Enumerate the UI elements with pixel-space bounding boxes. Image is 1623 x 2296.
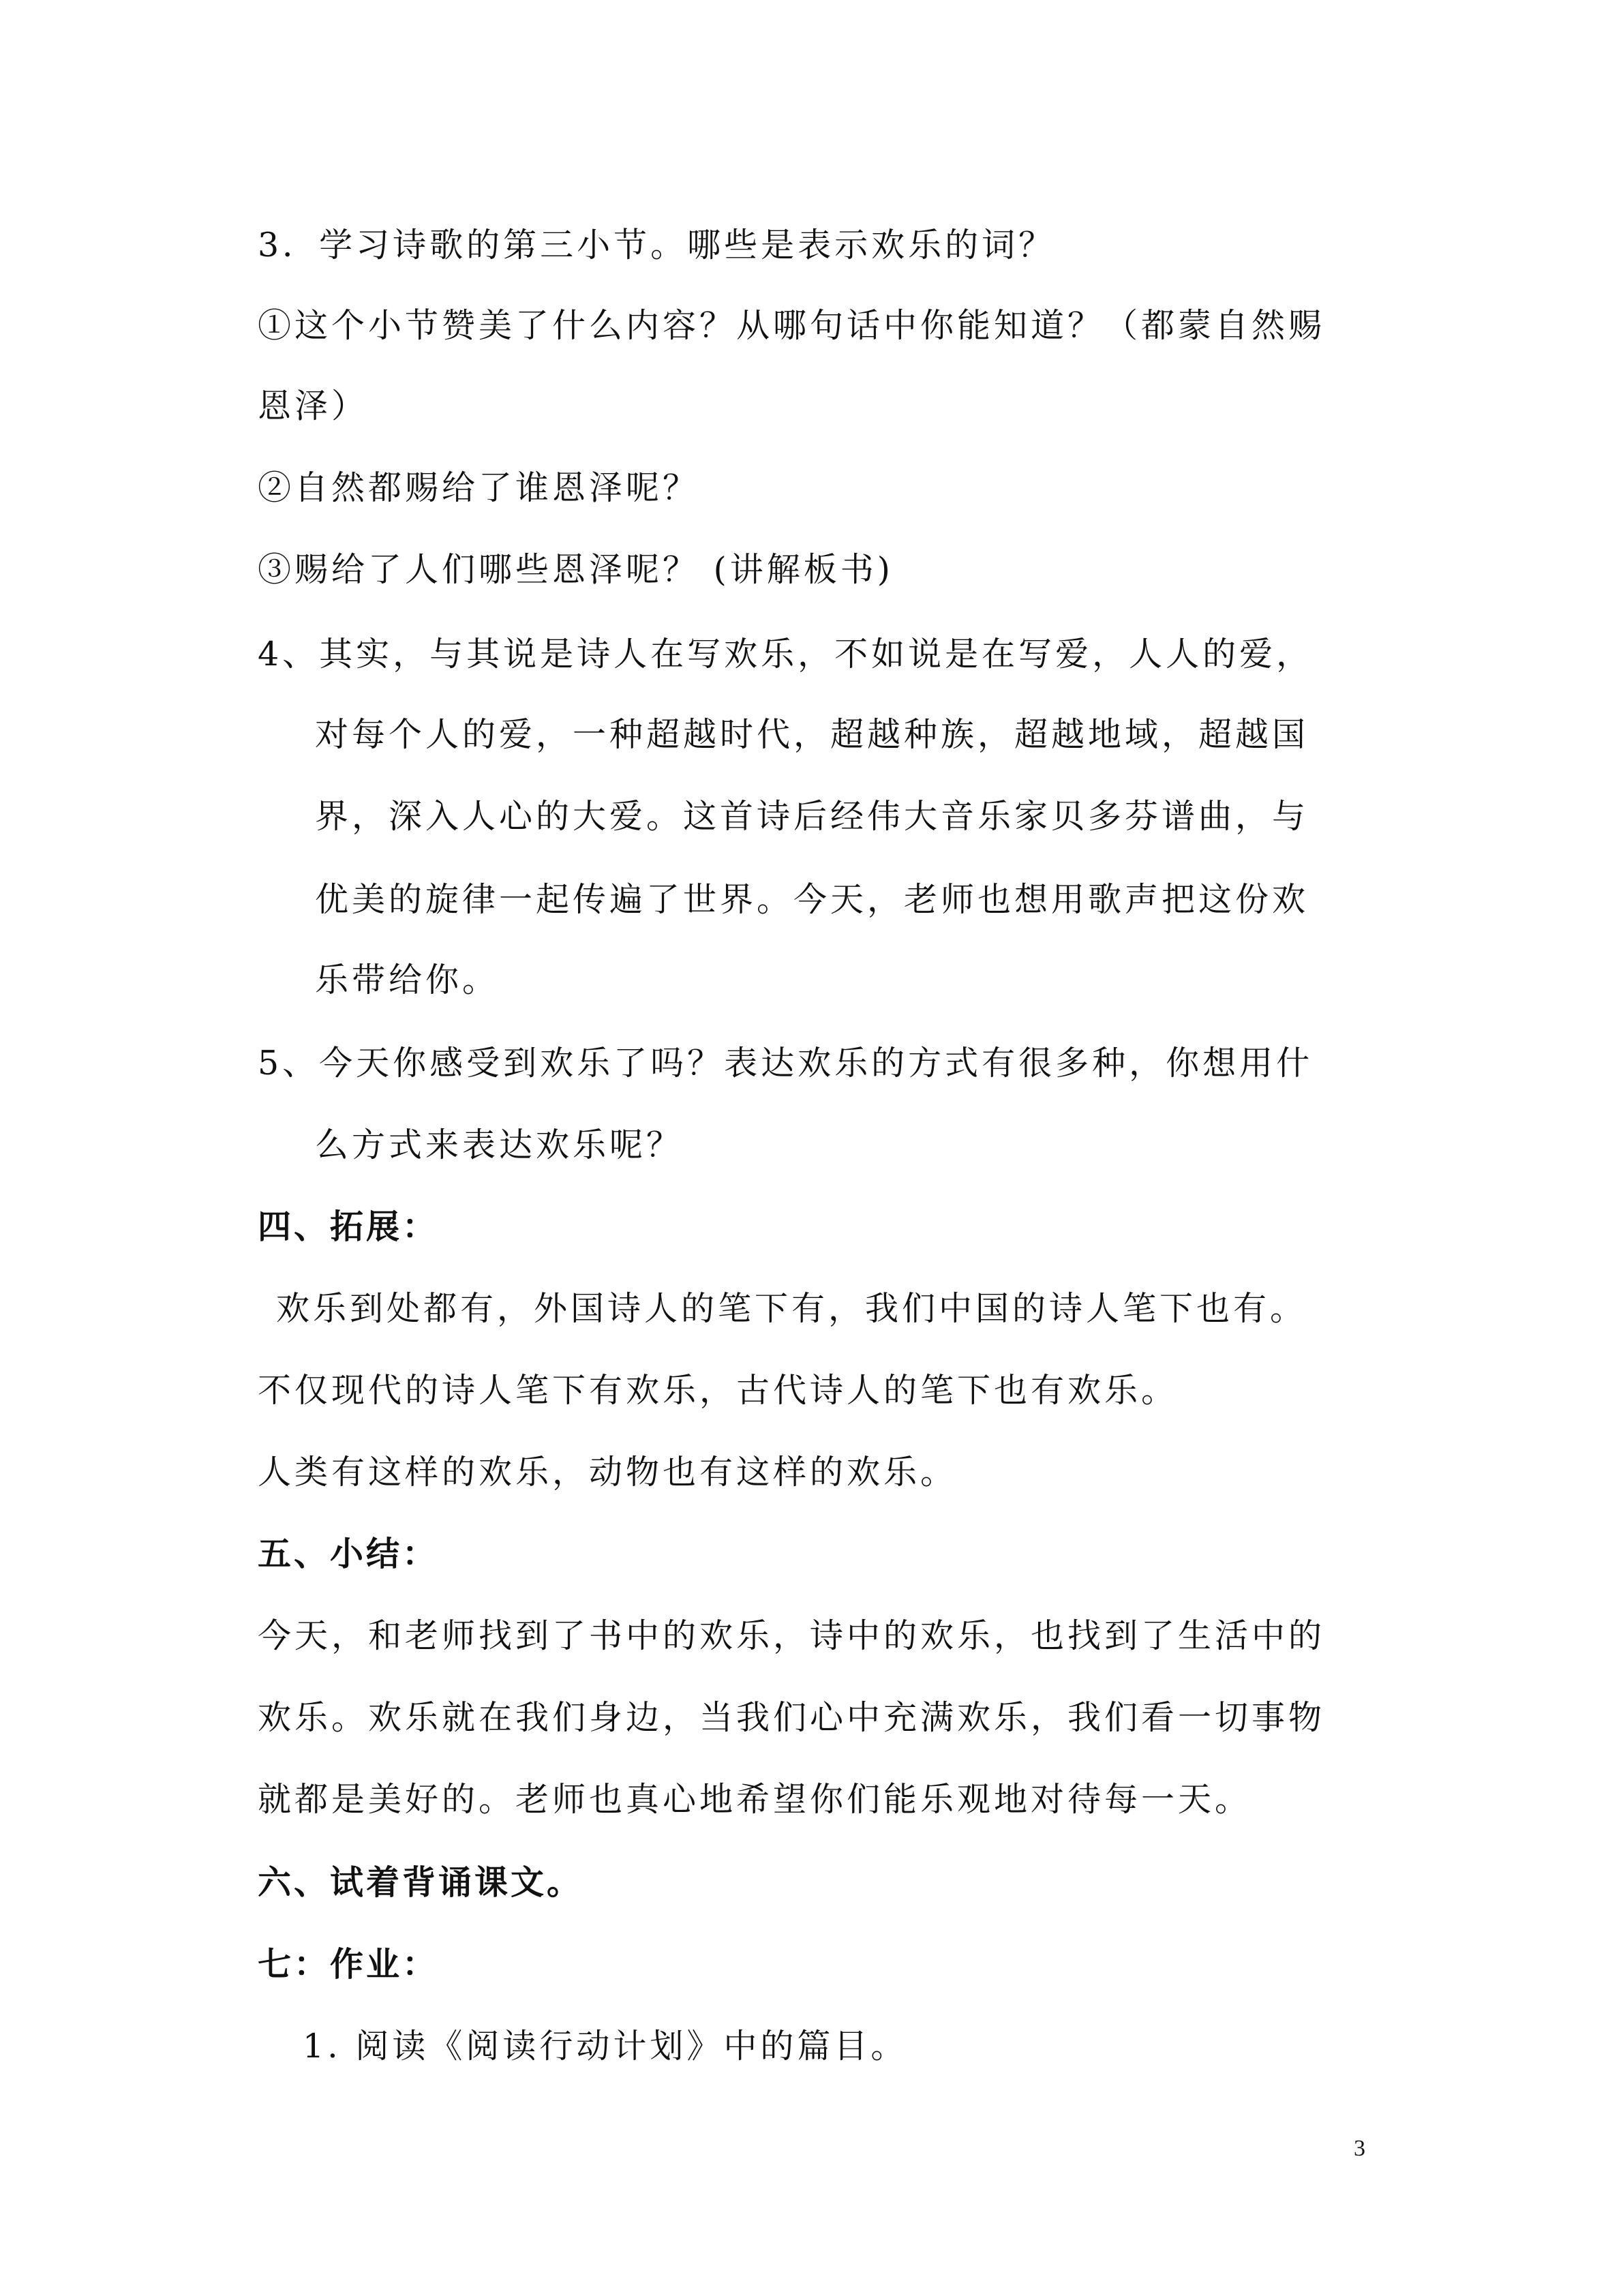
- heading-homework: 七：作业：: [258, 1945, 439, 1984]
- text-line-section4-cont1: 对每个人的爱，一种超越时代，超越种族，超越地域，超越国: [315, 715, 1309, 754]
- text-line-section5-cont: 么方式来表达欢乐呢？: [315, 1126, 684, 1164]
- heading-expansion: 四、拓展：: [258, 1207, 439, 1246]
- heading-summary: 五、小结：: [258, 1535, 439, 1573]
- text-line-section4-cont2: 界，深入人心的大爱。这首诗后经伟大音乐家贝多芬谱曲，与: [315, 797, 1309, 836]
- text-line-section3: 3．学习诗歌的第三小节。哪些是表示欢乐的词？: [258, 226, 1056, 265]
- text-line-section5: 5、今天你感受到欢乐了吗？表达欢乐的方式有很多种，你想用什: [258, 1044, 1314, 1083]
- heading-recite: 六、试着背诵课文。: [258, 1863, 583, 1902]
- text-line-section4-cont3: 优美的旋律一起传遍了世界。今天，老师也想用歌声把这份欢: [315, 880, 1309, 919]
- text-line-question1-cont: 恩泽）: [258, 387, 369, 425]
- text-line-question2: ②自然都赐给了谁恩泽呢？: [258, 468, 700, 507]
- page-number: 3: [1354, 2136, 1365, 2161]
- text-line-expansion3: 人类有这样的欢乐，动物也有这样的欢乐。: [258, 1453, 958, 1492]
- text-line-question1: ①这个小节赞美了什么内容？从哪句话中你能知道？（都蒙自然赐: [258, 306, 1326, 345]
- text-line-question3: ③赐给了人们哪些恩泽呢？ (讲解板书): [258, 550, 894, 589]
- text-line-summary3: 就都是美好的。老师也真心地希望你们能乐观地对待每一天。: [258, 1780, 1252, 1819]
- text-line-summary1: 今天，和老师找到了书中的欢乐，诗中的欢乐，也找到了生活中的: [258, 1616, 1326, 1655]
- text-line-homework1: 1. 阅读《阅读行动计划》中的篇目。: [303, 2027, 908, 2066]
- text-line-expansion1: 欢乐到处都有，外国诗人的笔下有，我们中国的诗人笔下也有。: [276, 1289, 1307, 1328]
- text-line-summary2: 欢乐。欢乐就在我们身边，当我们心中充满欢乐，我们看一切事物: [258, 1698, 1326, 1737]
- text-line-expansion2: 不仅现代的诗人笔下有欢乐，古代诗人的笔下也有欢乐。: [258, 1371, 1179, 1410]
- text-line-section4-cont4: 乐带给你。: [315, 961, 500, 999]
- text-line-section4: 4、其实，与其说是诗人在写欢乐，不如说是在写爱，人人的爱，: [258, 635, 1314, 674]
